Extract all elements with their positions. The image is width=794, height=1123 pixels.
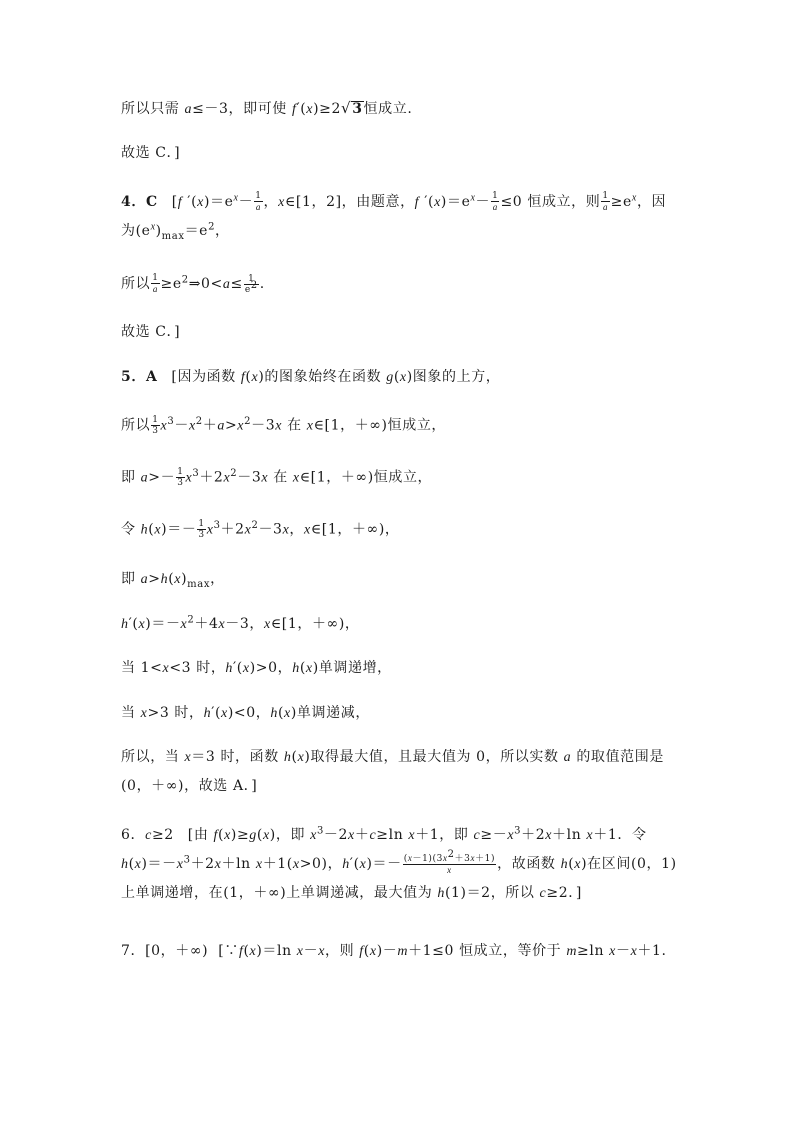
answer-4: 4．C [f $'(x)=e^x-$ $\frac{1}{a}$ ，x∈[1，2]，由题意，f $'(x)=e^x-$ $\frac{1}{a}$ ≤0 恒成立，则 $\frac{1}{a}$ $\ge e^x$，因为$(e^x)_{max}=e^2$， — [121, 191, 667, 242]
answer-line-l2: 故选 C．] — [121, 145, 181, 161]
answer-6: 6．c≥2 [由 f(x)≥g(x)，即 $x^3-2x+c\ge\ln$ x＋1，即 $c\ge-x^3+2x+\ln$ x＋1．令 $h(x)=-x^3+2x+\ln$ x＋1(x>0)，h′(x)＝－ $\frac{(x-1)(3x^2+3x+1)}{x}$ ，故函数 h(x)在区间(0，1)上单调递增，在(1，＋∞)上单调递减，最大值为 h(1)＝2，所以 c≥2．] — [121, 825, 677, 901]
answer-line-l12: 当 1<x<3 时，h′(x)>0，h(x)单调递增， — [121, 660, 392, 676]
answer-line-l13: 当 x>3 时，h′(x)<0，h(x)单调递减， — [121, 705, 370, 721]
answer-line-l1: 所以只需 a≤－3，即可使 f′(x)≥2√3恒成立. — [121, 99, 413, 117]
answer-line-l11: $h'(x)=-x^2+4x-3$，x∈[1，＋∞)， — [121, 614, 360, 632]
answer-line-l4: 所以 $\frac{1}{a}$ $\ge e^2\Rightarrow 0<a\le$ $\frac{1}{e^2}$ . — [121, 273, 265, 295]
answer-line-l5: 故选 C．] — [121, 324, 181, 340]
answer-line-l7: 所以 $\frac{1}{3}$ $x^3-x^2+a>x^2-3x$ 在 x∈[1，＋∞)恒成立， — [121, 415, 447, 436]
answer-line-l9: 令 h(x)＝－ $\frac{1}{3}$ $x^3+2x^2-3x$，x∈[1，＋∞)， — [121, 519, 400, 540]
answer-line-l14: 所以，当 x＝3 时，函数 h(x)取得最大值，且最大值为 0，所以实数 a 的取值范围是(0，＋∞)，故选 A．] — [121, 749, 664, 794]
answer-line-l8: 即 a>－ $\frac{1}{3}$ $x^3+2x^2-3x$ 在 x∈[1，＋∞)恒成立， — [121, 467, 433, 488]
answer-line-l10: 即 $a>h(x)_{max}$， — [121, 571, 225, 590]
answer-5: 5．A [因为函数 f(x)的图象始终在函数 g(x)图象的上方， — [121, 369, 501, 385]
answer-7: 7．[0，＋∞) [∵f(x)＝ln x－x，则 f(x)－m＋1≤0 恒成立，等价于 m≥ln x－x＋1. — [121, 943, 667, 959]
